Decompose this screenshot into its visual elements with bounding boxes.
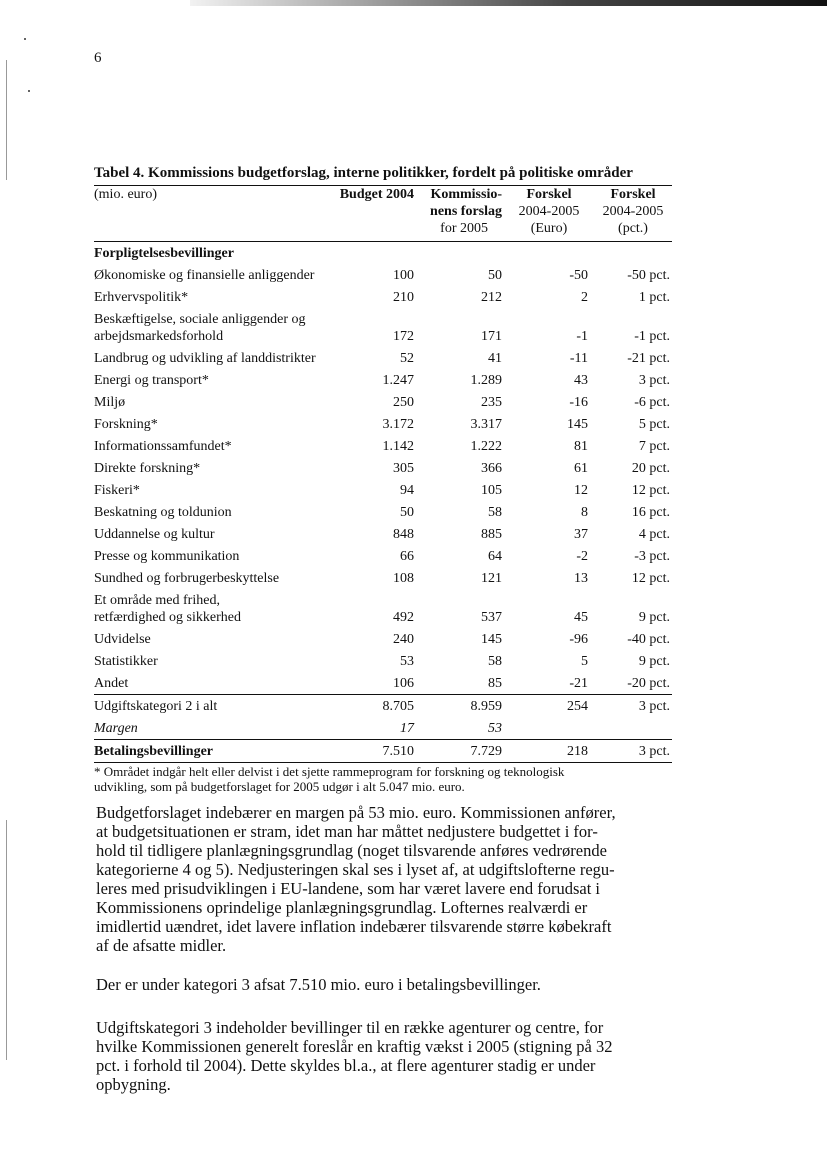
paragraph-margin: [96, 803, 686, 955]
table-row: [94, 567, 672, 589]
cell-proposal: 3.317: [470, 417, 502, 432]
header-line: for 2005: [440, 221, 488, 236]
cell-budget: 52: [400, 351, 414, 366]
table-row: [94, 286, 672, 308]
row-label: Betalingsbevillinger: [94, 744, 213, 759]
cell-budget: 305: [393, 461, 414, 476]
cell-budget: 50: [400, 505, 414, 520]
cell-diff-euro: 145: [567, 417, 588, 432]
table-row: [94, 308, 672, 347]
table-row: [94, 369, 672, 391]
cell-diff-euro: 2: [581, 290, 588, 305]
cell-budget: 94: [400, 483, 414, 498]
text-line: leres med prisudviklingen i EU-landene, som har været lavere end forudsat i: [96, 879, 601, 898]
cell-budget: 250: [393, 395, 414, 410]
header-difference-pct: [594, 186, 672, 237]
cell-budget: 17: [400, 721, 414, 736]
cell-budget: 106: [393, 676, 414, 691]
cell-diff-euro: 43: [574, 373, 588, 388]
cell-diff-pct: 12 pct.: [631, 571, 670, 586]
paragraph-agencies: [96, 1018, 686, 1094]
table-row: [94, 264, 672, 286]
cell-proposal: 366: [481, 461, 502, 476]
cell-diff-pct: -21 pct.: [627, 351, 670, 366]
text-line: pct. i forhold til 2004). Dette skyldes bl.a., at flere agenturer stadig er under: [96, 1056, 596, 1075]
row-label: Margen: [94, 721, 138, 736]
header-difference-euro: [506, 186, 592, 237]
paragraph-payments: [96, 975, 686, 994]
table-title: Tabel 4. Kommissions budgetforslag, interne politikker, fordelt på politiske områder: [94, 165, 633, 181]
scan-speck: [28, 90, 30, 92]
table-row: [94, 545, 672, 567]
row-label: Direkte forskning*: [94, 461, 201, 476]
cell-diff-euro: 37: [574, 527, 588, 542]
cell-proposal: 537: [481, 610, 502, 625]
table-row: [94, 501, 672, 523]
text-line: Der er under kategori 3 afsat 7.510 mio. euro i betalingsbevillinger.: [96, 975, 541, 994]
cell-diff-euro: 8: [581, 505, 588, 520]
table-row: [94, 457, 672, 479]
text-line: imidlertid uændret, idet lavere inflation indebærer tilsvarende større købekraft: [96, 917, 612, 936]
cell-diff-pct: 5 pct.: [638, 417, 670, 432]
row-label: Sundhed og forbrugerbeskyttelse: [94, 571, 280, 586]
cell-diff-pct: 3 pct.: [638, 744, 670, 759]
text-line: opbygning.: [96, 1075, 171, 1094]
cell-proposal: 105: [481, 483, 502, 498]
text-line: at budgetsituationen er stram, idet man har måttet nedjustere budgettet i for-: [96, 822, 598, 841]
row-label: Energi og transport*: [94, 373, 209, 388]
cell-budget: 848: [393, 527, 414, 542]
cell-budget: 7.510: [382, 744, 414, 759]
table-body: [94, 242, 672, 763]
footnote-line: udvikling, som på budgetforslaget for 2005 udgør i alt 5.047 mio. euro.: [94, 779, 465, 794]
cell-diff-euro: 13: [574, 571, 588, 586]
table-row: [94, 589, 672, 628]
table-header: [94, 185, 672, 242]
cell-budget: 100: [393, 268, 414, 283]
cell-proposal: 1.222: [470, 439, 502, 454]
row-label: Et område med frihed, retfærdighed og sikkerhed: [94, 593, 241, 625]
cell-diff-pct: 1 pct.: [638, 290, 670, 305]
cell-proposal: 41: [488, 351, 502, 366]
cell-diff-pct: 9 pct.: [638, 610, 670, 625]
cell-diff-euro: -50: [569, 268, 588, 283]
header-line: nens forslag: [430, 204, 502, 219]
scan-margin-line: [6, 60, 7, 180]
row-label: Forskning*: [94, 417, 158, 432]
cell-proposal: 121: [481, 571, 502, 586]
cell-diff-euro: 61: [574, 461, 588, 476]
header-line: 2004-2005: [602, 204, 664, 219]
cell-budget: 210: [393, 290, 414, 305]
cell-budget: 66: [400, 549, 414, 564]
cell-diff-euro: 5: [581, 654, 588, 669]
cell-budget: 8.705: [382, 699, 414, 714]
row-label: Informationssamfundet*: [94, 439, 232, 454]
cell-diff-euro: 12: [574, 483, 588, 498]
row-label: Fiskeri*: [94, 483, 140, 498]
cell-proposal: 58: [488, 654, 502, 669]
cell-proposal: 145: [481, 632, 502, 647]
cell-budget: 492: [393, 610, 414, 625]
cell-diff-pct: -3 pct.: [634, 549, 670, 564]
row-label: Andet: [94, 676, 129, 691]
cell-diff-pct: 12 pct.: [631, 483, 670, 498]
cell-diff-pct: 4 pct.: [638, 527, 670, 542]
table-row: [94, 347, 672, 369]
cell-proposal: 212: [481, 290, 502, 305]
cell-diff-euro: -1: [576, 329, 588, 344]
cell-budget: 53: [400, 654, 414, 669]
table-row: [94, 628, 672, 650]
cell-diff-euro: 254: [567, 699, 588, 714]
budget-table: [94, 185, 672, 794]
header-line: Forskel: [526, 187, 572, 202]
cell-diff-pct: -50 pct.: [627, 268, 670, 283]
cell-proposal: 85: [488, 676, 502, 691]
unit-label: (mio. euro): [94, 187, 157, 202]
table-row: [94, 435, 672, 457]
row-label: Erhvervspolitik*: [94, 290, 189, 305]
text-line: Kommissionens oprindelige planlægningsgrundlag. Lofternes realværdi er: [96, 898, 588, 917]
scan-margin-line: [6, 820, 7, 1060]
row-label: Presse og kommunikation: [94, 549, 240, 564]
table-row: [94, 694, 672, 717]
table-row: [94, 717, 672, 739]
cell-budget: 240: [393, 632, 414, 647]
row-label: Uddannelse og kultur: [94, 527, 215, 542]
cell-budget: 172: [393, 329, 414, 344]
cell-proposal: 53: [488, 721, 502, 736]
cell-diff-pct: 7 pct.: [638, 439, 670, 454]
cell-proposal: 7.729: [470, 744, 502, 759]
cell-diff-euro: -16: [569, 395, 588, 410]
table-row: [94, 479, 672, 501]
cell-diff-pct: -20 pct.: [627, 676, 670, 691]
header-line: Kommissio-: [430, 187, 502, 202]
cell-diff-pct: 9 pct.: [638, 654, 670, 669]
cell-budget: 1.142: [382, 439, 414, 454]
cell-diff-pct: -6 pct.: [634, 395, 670, 410]
text-line: Budgetforslaget indebærer en margen på 53 mio. euro. Kommissionen anfører,: [96, 803, 616, 822]
row-label: Beskæftigelse, sociale anliggender og arbejdsmarkedsforhold: [94, 312, 306, 344]
row-label: Landbrug og udvikling af landdistrikter: [94, 351, 316, 366]
table-row: [94, 523, 672, 545]
cell-budget: 3.172: [382, 417, 414, 432]
cell-budget: 1.247: [382, 373, 414, 388]
cell-proposal: 885: [481, 527, 502, 542]
table-row: [94, 672, 672, 694]
row-label: Statistikker: [94, 654, 158, 669]
text-line: hold til tidligere planlægningsgrundlag (noget tilsvarende anføres vedrørende: [96, 841, 607, 860]
table-row: [94, 650, 672, 672]
text-line: kategorierne 4 og 5). Nedjusteringen skal ses i lyset af, at udgiftslofterne regu-: [96, 860, 615, 879]
cell-proposal: 1.289: [470, 373, 502, 388]
row-label: Økonomiske og finansielle anliggender: [94, 268, 315, 283]
header-budget-2004: Budget 2004: [339, 187, 414, 202]
scan-edge-bar: [190, 0, 827, 6]
table-footnote: [94, 764, 672, 794]
cell-proposal: 235: [481, 395, 502, 410]
cell-proposal: 171: [481, 329, 502, 344]
row-label: Miljø: [94, 395, 126, 410]
cell-proposal: 8.959: [470, 699, 502, 714]
cell-diff-euro: -96: [569, 632, 588, 647]
cell-diff-euro: 45: [574, 610, 588, 625]
row-label: Beskatning og toldunion: [94, 505, 232, 520]
text-line: Udgiftskategori 3 indeholder bevillinger til en række agenturer og centre, for: [96, 1018, 604, 1037]
cell-diff-pct: 20 pct.: [631, 461, 670, 476]
cell-diff-pct: 3 pct.: [638, 373, 670, 388]
row-label: Udvidelse: [94, 632, 151, 647]
table-row: [94, 739, 672, 763]
cell-diff-pct: 3 pct.: [638, 699, 670, 714]
cell-proposal: 58: [488, 505, 502, 520]
footnote-line: * Området indgår helt eller delvist i det sjette rammeprogram for forskning og teknologisk: [94, 764, 565, 779]
page-number: 6: [94, 50, 102, 66]
header-line: (pct.): [618, 221, 648, 236]
cell-diff-pct: -40 pct.: [627, 632, 670, 647]
row-label: Udgiftskategori 2 i alt: [94, 699, 218, 714]
table-row: [94, 391, 672, 413]
table-section-heading: [94, 242, 672, 264]
cell-diff-euro: 218: [567, 744, 588, 759]
cell-proposal: 64: [488, 549, 502, 564]
scan-speck: [24, 38, 26, 40]
cell-diff-euro: 81: [574, 439, 588, 454]
cell-diff-euro: -21: [569, 676, 588, 691]
header-line: 2004-2005: [518, 204, 580, 219]
header-line: Forskel: [610, 187, 656, 202]
cell-diff-euro: -11: [569, 351, 588, 366]
cell-diff-pct: -1 pct.: [634, 329, 670, 344]
cell-diff-euro: -2: [576, 549, 588, 564]
cell-proposal: 50: [488, 268, 502, 283]
text-line: hvilke Kommissionen generelt foreslår en kraftig vækst i 2005 (stigning på 32: [96, 1037, 613, 1056]
table-row: [94, 413, 672, 435]
row-label: Forpligtelsesbevillinger: [94, 246, 234, 261]
text-line: af de afsatte midler.: [96, 936, 227, 955]
cell-budget: 108: [393, 571, 414, 586]
header-line: (Euro): [530, 221, 568, 236]
header-commission-proposal: [418, 186, 502, 237]
cell-diff-pct: 16 pct.: [631, 505, 670, 520]
